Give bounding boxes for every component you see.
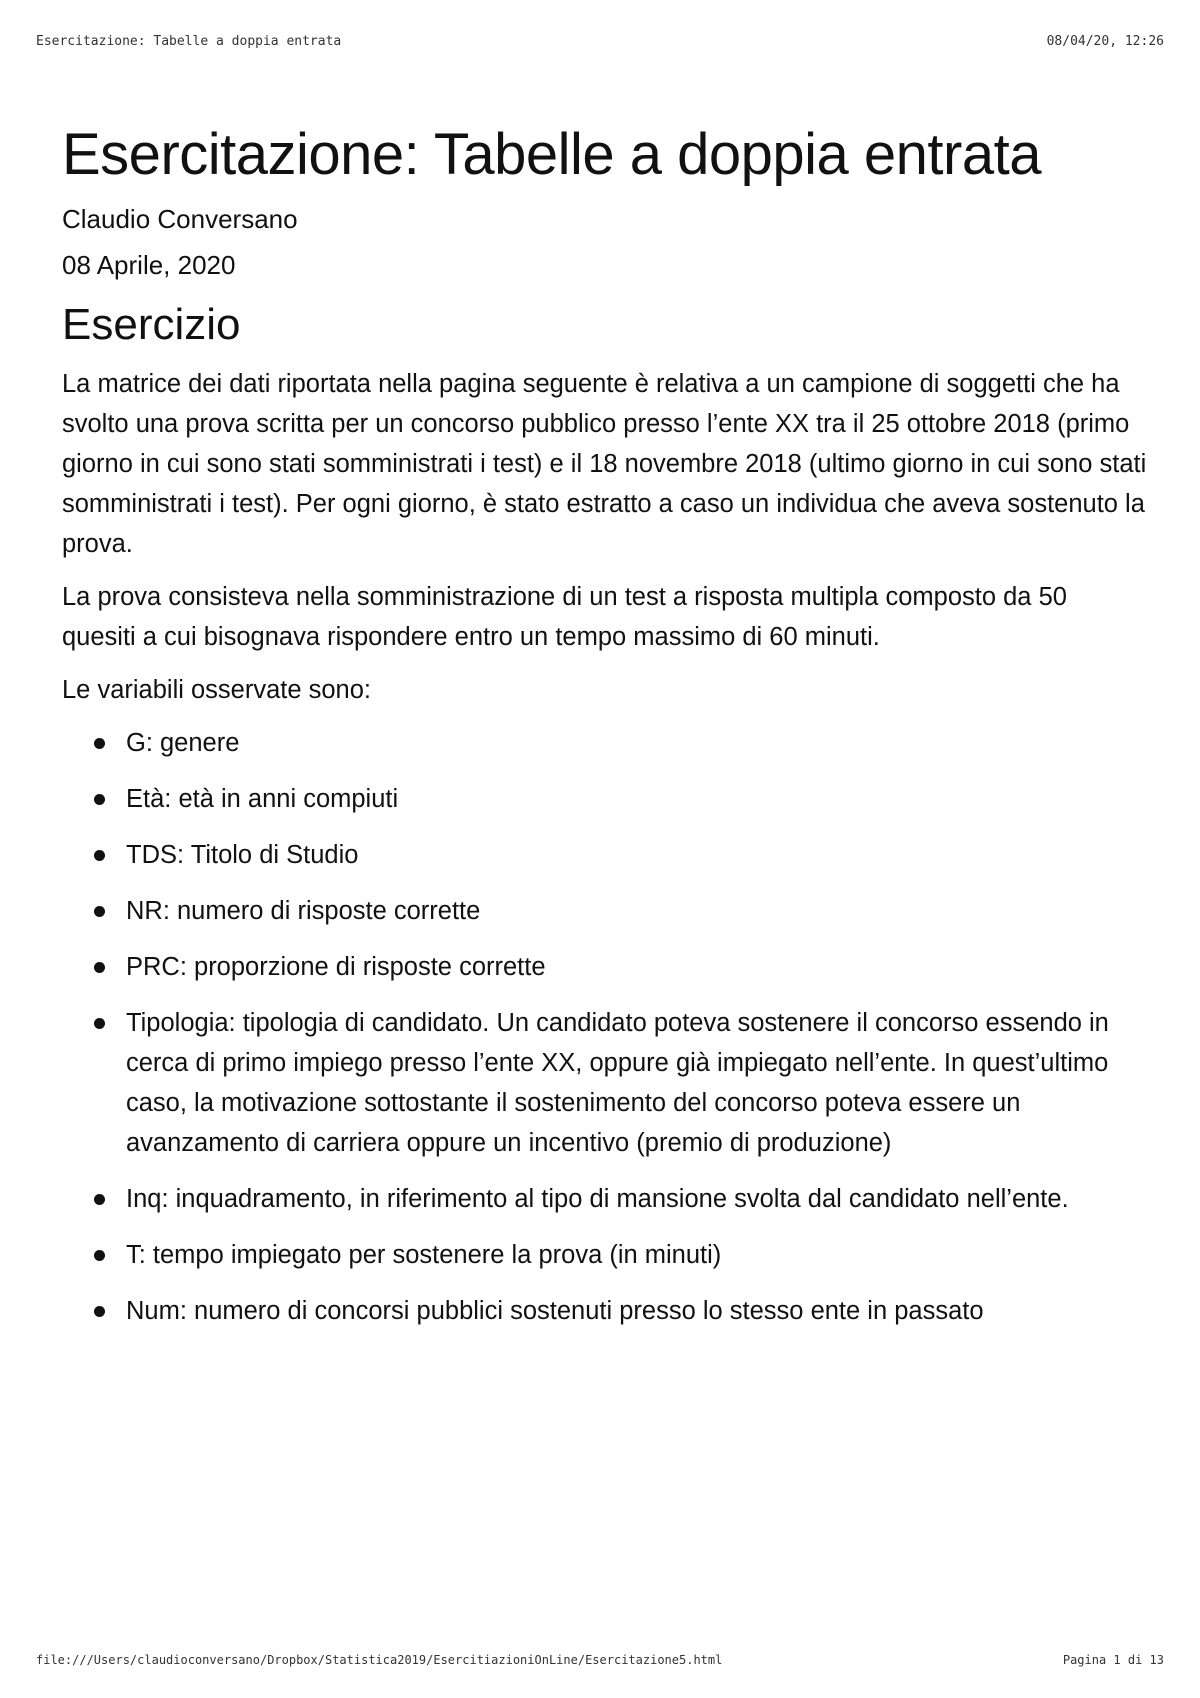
list-item-text: G: genere bbox=[126, 729, 240, 757]
bullet-icon bbox=[94, 962, 105, 973]
bullet-icon bbox=[94, 1250, 105, 1261]
list-item bbox=[90, 723, 1147, 763]
print-footer bbox=[36, 1653, 1164, 1667]
bullet-icon bbox=[94, 738, 105, 749]
list-item bbox=[90, 1235, 1147, 1275]
list-item-text: TDS: Titolo di Studio bbox=[126, 841, 359, 869]
bullet-icon bbox=[94, 850, 105, 861]
bullet-icon bbox=[94, 794, 105, 805]
document-date: 08 Aprile, 2020 bbox=[62, 250, 236, 280]
list-item bbox=[90, 779, 1147, 819]
paragraph: La matrice dei dati riportata nella pagina seguente è relativa a un campione di soggetti che ha svolto una prova scritta per un concorso pubblico presso l’ente XX tra il 25 ottobre 2018 (primo giorno in cui sono stati somministrati i test) e il 18 novembre 2018 (ultimo giorno in cui sono stati somministrati i test). Per ogni giorno, è stato estratto a caso un individua che aveva sostenuto la prova. bbox=[62, 370, 1147, 558]
list-item bbox=[90, 1003, 1147, 1163]
page-number: Pagina 1 di 13 bbox=[1062, 1653, 1164, 1667]
list-item-text: T: tempo impiegato per sostenere la prova (in minuti) bbox=[126, 1241, 722, 1269]
list-item bbox=[90, 947, 1147, 987]
bullet-icon bbox=[94, 906, 105, 917]
paragraph: Le variabili osservate sono: bbox=[62, 676, 372, 704]
header-title: Esercitazione: Tabelle a doppia entrata bbox=[36, 34, 342, 49]
list-item bbox=[90, 1179, 1147, 1219]
list-item bbox=[90, 835, 1147, 875]
document-title: Esercitazione: Tabelle a doppia entrata bbox=[62, 122, 1041, 187]
header-datetime: 08/04/20, 12:26 bbox=[1046, 34, 1164, 49]
paragraph: La prova consisteva nella somministrazione di un test a risposta multipla composto da 50 quesiti a cui bisognava rispondere entro un tempo massimo di 60 minuti. bbox=[62, 583, 1067, 651]
list-item-text: PRC: proporzione di risposte corrette bbox=[126, 953, 546, 981]
list-item bbox=[90, 1291, 1147, 1331]
list-item-text: Inq: inquadramento, in riferimento al tipo di mansione svolta dal candidato nell’ente. bbox=[126, 1185, 1069, 1213]
list-item-text: NR: numero di risposte corrette bbox=[126, 897, 481, 925]
bullet-icon bbox=[94, 1194, 105, 1205]
list-item bbox=[90, 891, 1147, 931]
print-header bbox=[36, 34, 1164, 49]
list-item-text: Num: numero di concorsi pubblici sostenuti presso lo stesso ente in passato bbox=[126, 1297, 984, 1325]
bullet-icon bbox=[94, 1018, 105, 1029]
variables-list bbox=[62, 723, 1147, 1331]
list-item-text: Tipologia: tipologia di candidato. Un candidato poteva sostenere il concorso essendo in cerca di primo impiego presso l’ente XX, oppure già impiegato nell’ente. In quest’ultimo caso, la motivazione sottostante il sostenimento del concorso poteva essere un avanzamento di carriera oppure un incentivo (premio di produzione) bbox=[126, 1009, 1109, 1157]
document-content bbox=[62, 122, 1147, 1347]
footer-file-path: file:///Users/claudioconversano/Dropbox/Statistica2019/EsercitiazioniOnLine/Esercitazione5.html bbox=[36, 1653, 723, 1667]
bullet-icon bbox=[94, 1306, 105, 1317]
section-title: Esercizio bbox=[62, 300, 241, 349]
list-item-text: Età: età in anni compiuti bbox=[126, 785, 399, 813]
author: Claudio Conversano bbox=[62, 204, 298, 234]
